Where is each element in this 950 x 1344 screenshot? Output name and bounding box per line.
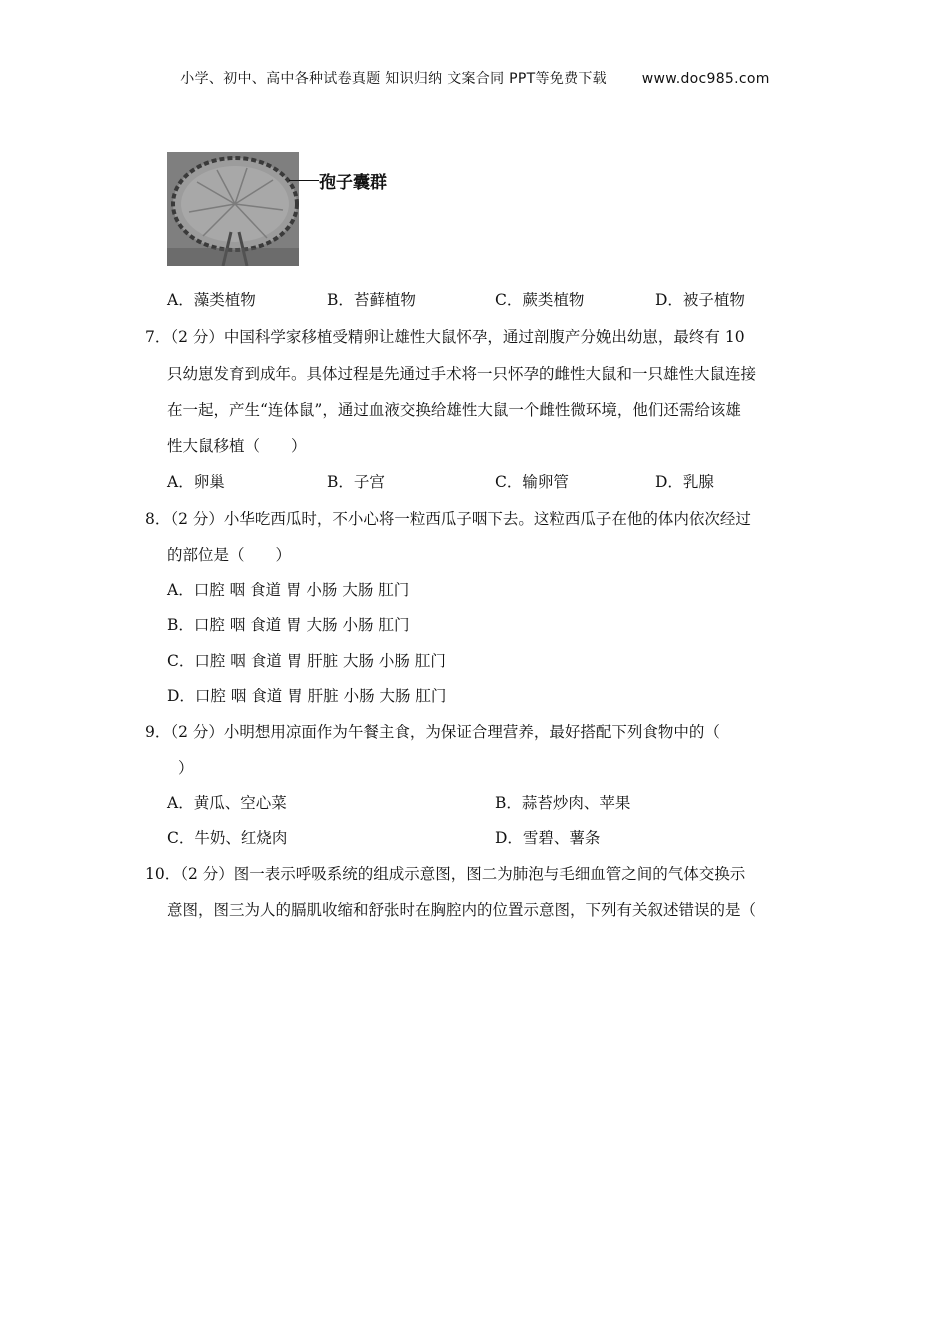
q7-line-4: 性大鼠移植（ ） [167,437,307,455]
q9-line-2: ） [178,759,194,777]
q6-option-a: A．藻类植物 [167,291,256,309]
q8-option-d: D．口腔 咽 食道 胃 肝脏 小肠 大肠 肛门 [167,687,447,705]
fern-leaf-figure [167,152,397,268]
q9-option-a: A．黄瓜、空心菜 [167,794,287,812]
q10-line-1: 10．（2 分）图一表示呼吸系统的组成示意图，图二为肺泡与毛细血管之间的气体交换示 [145,865,746,883]
label-pointer-line [289,180,319,181]
q9-option-d: D．雪碧、薯条 [495,829,601,847]
q7-option-a: A．卵巢 [167,473,225,491]
q9-line-1: 9．（2 分）小明想用凉面作为午餐主食，为保证合理营养，最好搭配下列食物中的（ [145,723,720,741]
header-site: www.doc985.com [641,71,770,87]
fern-leaf-image [167,152,299,266]
q9-option-c: C．牛奶、红烧肉 [167,829,288,847]
q6-option-b: B．苔藓植物 [327,291,416,309]
q6-option-d: D．被子植物 [655,291,745,309]
q7-option-b: B．子宫 [327,473,385,491]
q8-option-b: B．口腔 咽 食道 胃 大肠 小肠 肛门 [167,616,410,634]
header-text: 小学、初中、高中各种试卷真题 知识归纳 文案合同 PPT等免费下载 [180,71,607,87]
q6-option-c: C．蕨类植物 [495,291,585,309]
q7-line-1: 7．（2 分）中国科学家移植受精卵让雄性大鼠怀孕，通过剖腹产分娩出幼崽，最终有 10 [145,328,745,346]
page-header [0,68,950,88]
figure-label: 孢子囊群 [319,173,387,193]
q7-option-c: C．输卵管 [495,473,569,491]
q8-option-a: A．口腔 咽 食道 胃 小肠 大肠 肛门 [167,581,410,599]
q7-line-3: 在一起，产生“连体鼠”，通过血液交换给雄性大鼠一个雌性微环境，他们还需给该雄 [167,401,741,419]
q10-line-2: 意图，图三为人的膈肌收缩和舒张时在胸腔内的位置示意图，下列有关叙述错误的是（ [167,901,757,919]
q8-line-2: 的部位是（ ） [167,546,292,564]
q9-option-b: B．蒜苔炒肉、苹果 [495,794,631,812]
q8-option-c: C．口腔 咽 食道 胃 肝脏 大肠 小肠 肛门 [167,652,446,670]
q7-option-d: D．乳腺 [655,473,714,491]
q8-line-1: 8．（2 分）小华吃西瓜时，不小心将一粒西瓜子咽下去。这粒西瓜子在他的体内依次经过 [145,510,751,528]
q7-line-2: 只幼崽发育到成年。具体过程是先通过手术将一只怀孕的雌性大鼠和一只雄性大鼠连接 [167,365,757,383]
